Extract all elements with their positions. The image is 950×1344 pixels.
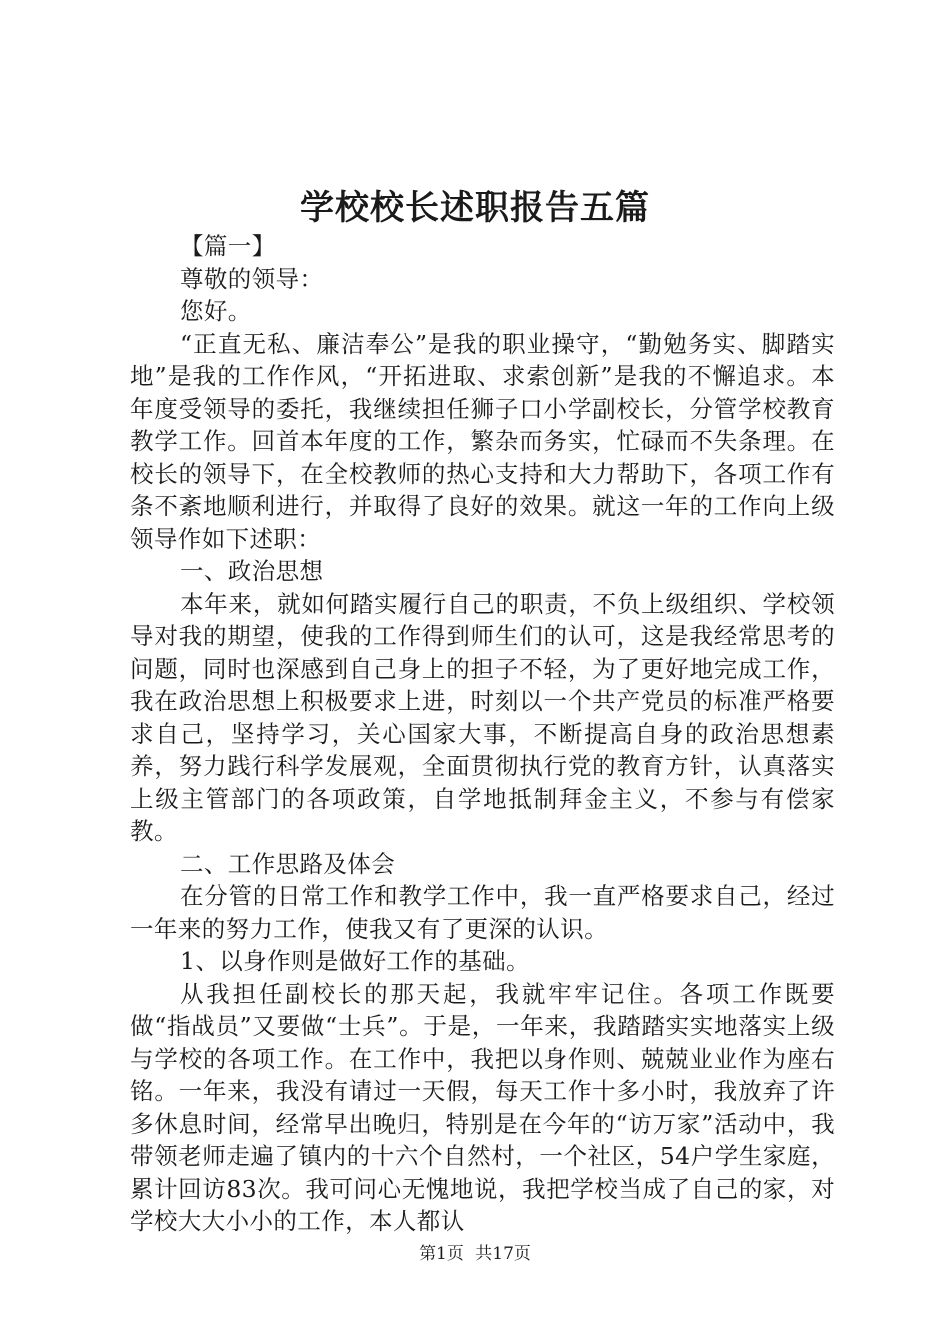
body-paragraph: 本年来，就如何踏实履行自己的职责，不负上级组织、学校领导对我的期望，使我的工作得到师生们的认可，这是我经常思考的问题，同时也深感到自己身上的担子不轻，为了更好地完成工作，我在政治思想上积极要求上进，时刻以一个共产党员的标准严格要求自己，坚持学习，关心国家大事，不断提高自身的政治思想素养，努力践行科学发展观，全面贯彻执行党的教育方针，认真落实上级主管部门的各项政策，自学地抵制拜金主义，不参与有偿家教。	[130, 589, 835, 845]
salutation: 尊敬的领导：	[180, 264, 324, 293]
page-total: 共17页	[475, 1244, 531, 1264]
section-heading: 一、政治思想	[180, 557, 324, 585]
body-paragraph: 从我担任副校长的那天起，我就牢牢记住。各项工作既要做“指战员”又要做“士兵”。于是，一年来，我踏踏实实地落实上级与学校的各项工作。在工作中，我把以身作则、兢兢业业作为座右铭。一年来，我没有请过一天假，每天工作十多小时，我放弃了许多休息时间，经常早出晚归，特别是在今年的“访万家”活动中，我带领老师走遍了镇内的十六个自然村，一个社区，54户学生家庭，累计回访83次。我可问心无愧地说，我把学校当成了自己的家，对学校大大小小的工作，本人都认	[130, 979, 835, 1235]
subsection-heading: 1、以身作则是做好工作的基础。	[180, 947, 530, 975]
body-paragraph: 在分管的日常工作和教学工作中，我一直严格要求自己，经过一年来的努力工作，使我又有了更深的认识。	[130, 882, 835, 943]
greeting: 您好。	[180, 297, 252, 325]
section-heading-part-one: 【篇一】	[180, 232, 276, 260]
document-body	[130, 230, 835, 1238]
page-footer	[0, 1243, 950, 1265]
document-title: 学校校长述职报告五篇	[300, 188, 650, 228]
body-paragraph: “正直无私、廉洁奉公”是我的职业操守，“勤勉务实、脚踏实地”是我的工作作风，“开拓进取、求索创新”是我的不懈追求。本年度受领导的委托，我继续担任狮子口小学副校长，分管学校教育教学工作。回首本年度的工作，繁杂而务实，忙碌而不失条理。在校长的领导下，在全校教师的热心支持和大力帮助下，各项工作有条不紊地顺利进行，并取得了良好的效果。就这一年的工作向上级领导作如下述职：	[130, 329, 835, 553]
page-number: 第1页	[419, 1244, 464, 1264]
section-heading: 二、工作思路及体会	[180, 849, 396, 878]
